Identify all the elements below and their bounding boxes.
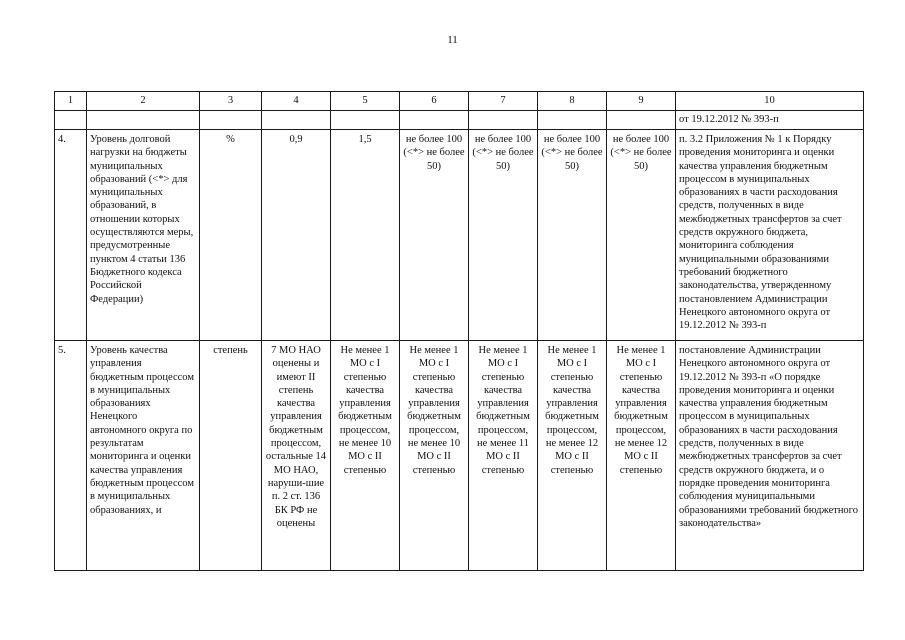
value-cell: не более 100 (<*> не более 50) <box>607 130 676 341</box>
value-cell: Не менее 1 МО с I степенью качества управления бюджетным процессом, не менее 11 МО с II степенью <box>469 341 538 571</box>
header-cell: 4 <box>262 92 331 111</box>
value-cell: не более 100 (<*> не более 50) <box>538 130 607 341</box>
table-cell <box>87 111 200 130</box>
header-cell: 7 <box>469 92 538 111</box>
value-cell: не более 100 (<*> не более 50) <box>469 130 538 341</box>
indicator-name: Уровень качества управления бюджетным процессом в муниципальных образованиях Ненецкого автономного округа по результатам мониторинга и оценки качества управления бюджетным процессом в муниципальных образованиях, и <box>87 341 200 571</box>
legal-basis-cell: постановление Администрации Ненецкого автономного округа от 19.12.2012 № 393-п «О порядке проведения мониторинга и оценки качества управления бюджетным процессом в муниципальных образованиях в части расходования средств, полученных в виде межбюджетных трансфертов за счет средств окружного бюджета, и о порядке проведения мониторинга соблюдения муниципальными образованиями требований бюджетного законодательства» <box>676 341 864 571</box>
table-cell <box>538 111 607 130</box>
value-cell: Не менее 1 МО с I степенью качества управления бюджетным процессом, не менее 10 МО с II степенью <box>331 341 400 571</box>
page-number: 11 <box>447 34 458 46</box>
header-cell: 10 <box>676 92 864 111</box>
header-cell: 8 <box>538 92 607 111</box>
header-cell: 9 <box>607 92 676 111</box>
value-cell: не более 100 (<*> не более 50) <box>400 130 469 341</box>
header-cell: 3 <box>200 92 262 111</box>
table-cell <box>55 111 87 130</box>
baseline-value: 0,9 <box>262 130 331 341</box>
row-number: 4. <box>55 130 87 341</box>
header-row <box>55 92 864 111</box>
unit-cell: % <box>200 130 262 341</box>
baseline-value: 7 МО НАО оценены и имеют II степень качества управления бюджетным процессом, остальные 14 МО НАО, наруши-шие п. 2 ст. 136 БК РФ не оценены <box>262 341 331 571</box>
value-cell: Не менее 1 МО с I степенью качества управления бюджетным процессом, не менее 10 МО с II степенью <box>400 341 469 571</box>
row-number: 5. <box>55 341 87 571</box>
header-cell: 2 <box>87 92 200 111</box>
table-row <box>55 341 864 571</box>
table-cell <box>331 111 400 130</box>
value-cell: Не менее 1 МО с I степенью качества управления бюджетным процессом, не менее 12 МО с II степенью <box>607 341 676 571</box>
header-cell: 6 <box>400 92 469 111</box>
legal-basis-cell: от 19.12.2012 № 393-п <box>676 111 864 130</box>
table-cell <box>400 111 469 130</box>
value-cell: 1,5 <box>331 130 400 341</box>
continuation-row <box>55 111 864 130</box>
header-cell: 5 <box>331 92 400 111</box>
header-cell: 1 <box>55 92 87 111</box>
unit-cell: степень <box>200 341 262 571</box>
table-cell <box>469 111 538 130</box>
table-cell <box>262 111 331 130</box>
table-cell <box>200 111 262 130</box>
table-cell <box>607 111 676 130</box>
indicator-name: Уровень долговой нагрузки на бюджеты муниципальных образований (<*> для муниципальных образований, в отношении которых осуществляются меры, предусмотренные пунктом 4 статьи 136 Бюджетного кодекса Российской Федерации) <box>87 130 200 341</box>
value-cell: Не менее 1 МО с I степенью качества управления бюджетным процессом, не менее 12 МО с II степенью <box>538 341 607 571</box>
indicators-table <box>54 91 864 571</box>
table-row <box>55 130 864 341</box>
legal-basis-cell: п. 3.2 Приложения № 1 к Порядку проведения мониторинга и оценки качества управления бюджетным процессом в муниципальных образованиях в части расходования средств, полученных в виде межбюджетных трансфертов за счет средств окружного бюджета, мониторинга соблюдения муниципальными образованиями требований бюджетного законодательства, утвержденному постановлением Администрации Ненецкого автономного округа от 19.12.2012 № 393-п <box>676 130 864 341</box>
